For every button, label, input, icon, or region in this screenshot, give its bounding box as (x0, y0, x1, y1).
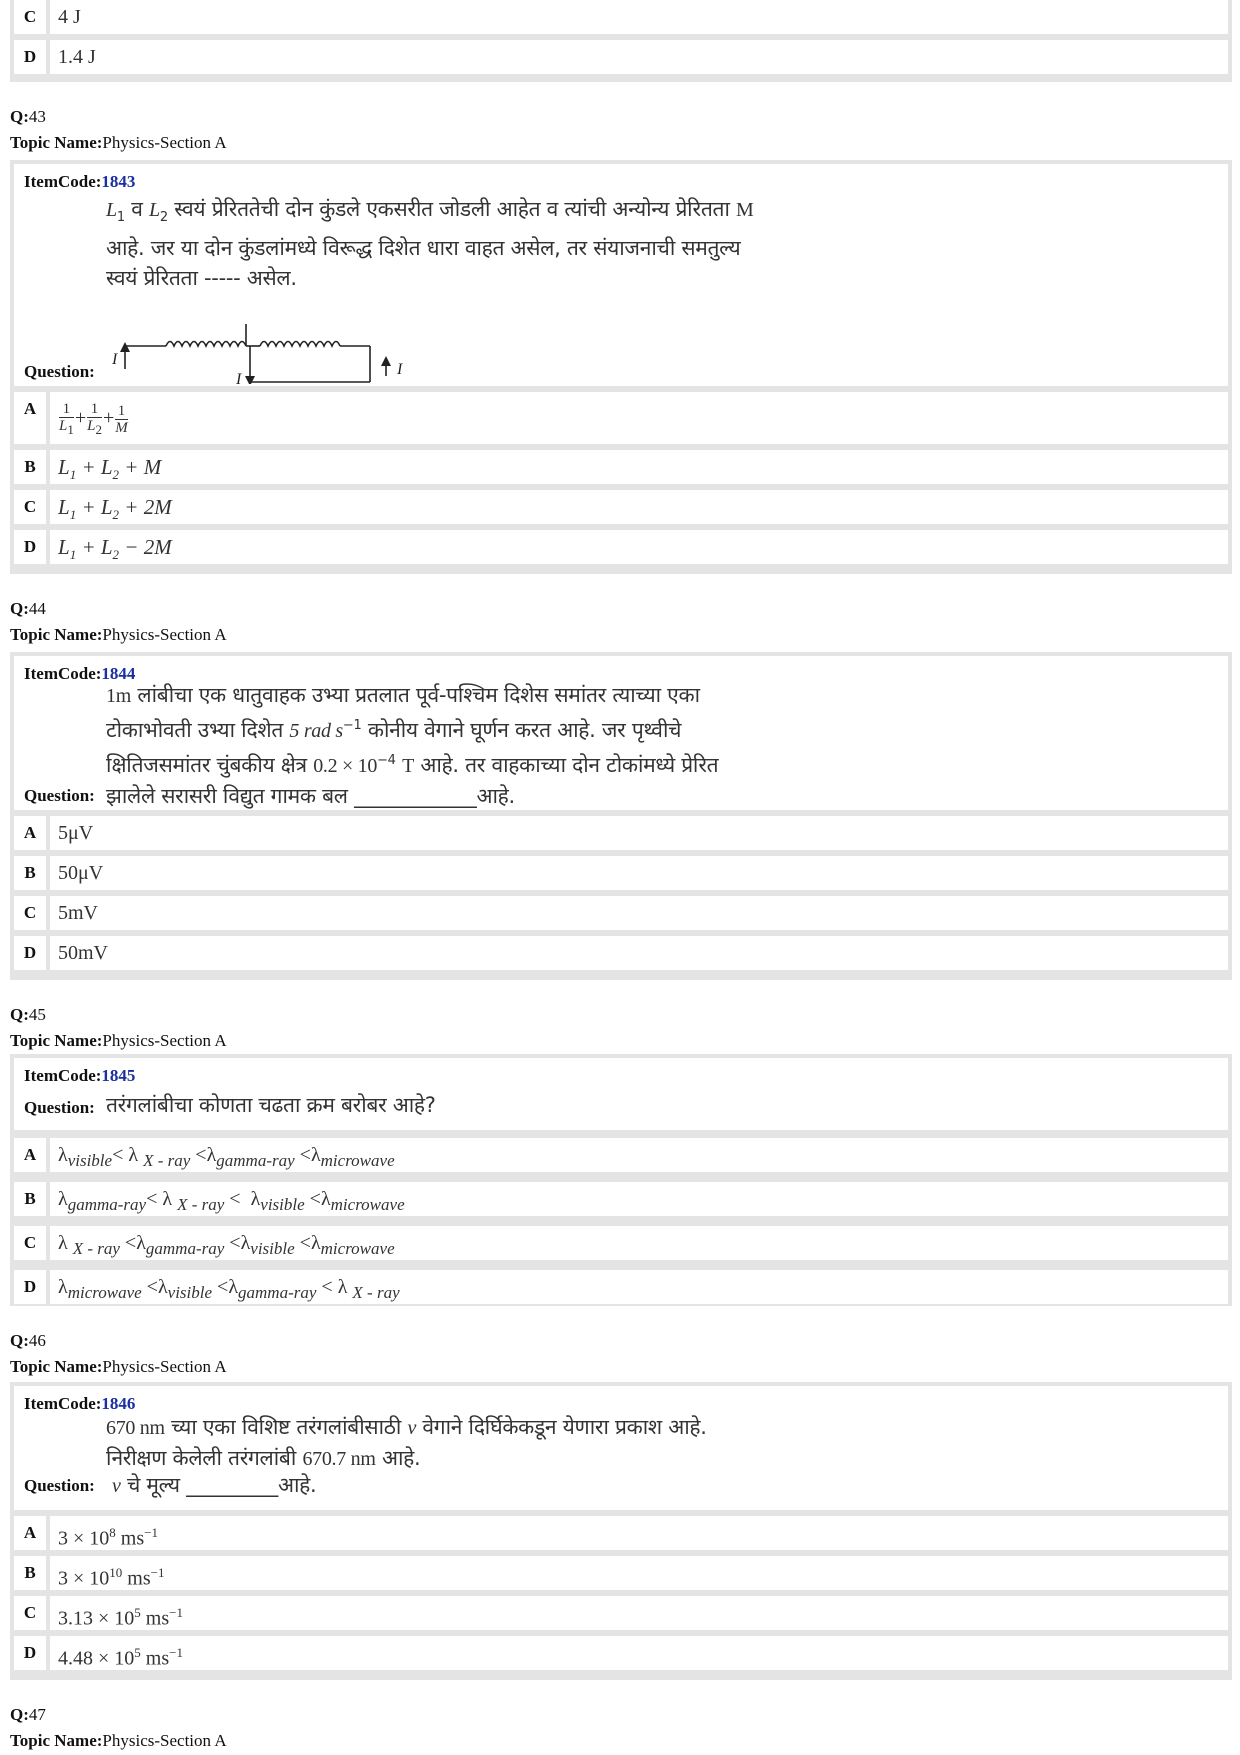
topic-name-46: Topic Name:Physics-Section A (10, 1357, 227, 1376)
option-label: D (14, 1270, 46, 1304)
option-row[interactable] (14, 40, 1228, 74)
question-number-43: Q:43 (10, 107, 46, 126)
option-label: C (14, 896, 46, 930)
topic-name-45: Topic Name:Physics-Section A (10, 1031, 227, 1050)
question-body (14, 1058, 1228, 1130)
question-panel-43 (10, 160, 1232, 574)
option-value: $\lambda_{microwave} <\lambda_{visible} <\lambda_{gamma-ray} < \lambda$ $_{X - ray}$ (50, 1270, 1228, 1304)
question-panel-45 (10, 1054, 1232, 1306)
coil-circuit-diagram (110, 304, 430, 384)
option-row[interactable] (14, 1596, 1228, 1630)
option-label: D (14, 936, 46, 970)
option-label: C (14, 1226, 46, 1260)
question-text: 670 nm च्या एका विशिष्ट तरंगलांबीसाठी v वेगाने दिर्घिकेकडून येणारा प्रकाश आहे. निरीक्षण केलेली तरंगलांबी 670.7 nm आहे. (106, 1415, 707, 1470)
option-value: $L_1 + L_2 + M$ (50, 450, 1228, 484)
option-label: D (14, 530, 46, 564)
topic-name-47: Topic Name:Physics-Section A (10, 1731, 227, 1750)
option-label: A (14, 816, 46, 850)
option-row[interactable] (14, 856, 1228, 890)
question-label: Question: (24, 1476, 95, 1495)
option-label: B (14, 1182, 46, 1216)
question-body (14, 656, 1228, 810)
option-label: D (14, 1636, 46, 1670)
question-text: $L_1$ व $L_2$ स्वयं प्रेरिततेची दोन कुंडले एकसरीत जोडली आहेत व त्यांची अन्योन्य प्रेरितता M आहे. जर या दोन कुंडलांमध्ये विरूद्ध दिशेत धारा वाहत असेल, तर संयाजनाची समतुल्य स्वयं प्रेरितता ----- असेल. (106, 197, 754, 291)
question-number-47: Q:47 (10, 1705, 46, 1724)
current-label: I (112, 351, 118, 368)
option-row[interactable] (14, 1226, 1228, 1260)
option-value: 1.4 J (50, 40, 1228, 74)
option-value: 50mV (50, 936, 1228, 970)
option-label: A (14, 1138, 46, 1172)
question-body (14, 1386, 1228, 1510)
option-value: $\frac{1}{L_1}$ + $\frac{1}{L_2}$ + $\frac{1}{M}$ (50, 392, 1228, 444)
question-number-45: Q:45 (10, 1005, 46, 1024)
option-row[interactable] (14, 0, 1228, 34)
topic-name-43: Topic Name:Physics-Section A (10, 133, 227, 152)
question-label: Question: (24, 1098, 95, 1117)
option-label: B (14, 1556, 46, 1590)
question-number-46: Q:46 (10, 1331, 46, 1350)
option-label: C (14, 0, 46, 34)
item-code: ItemCode:1846 (24, 1394, 136, 1413)
prev-question-panel (10, 0, 1232, 82)
question-label: Question: (24, 362, 95, 381)
option-label: C (14, 1596, 46, 1630)
option-row[interactable] (14, 1636, 1228, 1670)
option-value: λ $_{X - ray} <\lambda_{gamma-ray} <\lambda_{visible} <\lambda_{microwave}$ (50, 1226, 1228, 1260)
option-value: $3 \times 10^8$ $ms^{-1}$ (50, 1516, 1228, 1550)
question-body (14, 164, 1228, 386)
option-row[interactable] (14, 1182, 1228, 1216)
option-label: B (14, 450, 46, 484)
question-number-44: Q:44 (10, 599, 46, 618)
option-row[interactable] (14, 490, 1228, 524)
question-text: 1m लांबीचा एक धातुवाहक उभ्या प्रतलात पूर्व-पश्चिम दिशेस समांतर त्याच्या एका टोकाभोवती उभ्या दिशेत 5 rad $s^{-1}$ कोनीय वेगाने घूर्णन करत आहे. जर पृथ्वीचे क्षितिजसमांतर चुंबकीय क्षेत्र $0.2 \times 10^{-4}$ T आहे. तर वाहकाच्या दोन टोकांमध्ये प्रेरित झालेले सरासरी विद्युत गामक बल ____________आहे. (106, 683, 719, 808)
option-value: $3.13 \times 10^5$ $ms^{-1}$ (50, 1596, 1228, 1630)
question-label: Question: (24, 786, 95, 805)
option-row[interactable] (14, 1516, 1228, 1550)
option-label: A (14, 392, 46, 444)
option-row[interactable] (14, 896, 1228, 930)
option-value: $3 \times 10^{10}$ $ms^{-1}$ (50, 1556, 1228, 1590)
option-value: 5mV (50, 896, 1228, 930)
option-value: $4.48 \times 10^5$ $ms^{-1}$ (50, 1636, 1228, 1670)
option-row[interactable] (14, 392, 1228, 444)
current-label: I (236, 371, 242, 384)
option-row[interactable] (14, 530, 1228, 564)
option-label: C (14, 490, 46, 524)
option-label: A (14, 1516, 46, 1550)
option-value: $\lambda_{visible}< \lambda$ $_{X - ray} <\lambda_{gamma-ray} <\lambda_{microwave}$ (50, 1138, 1228, 1172)
option-row[interactable] (14, 1270, 1228, 1304)
option-label: B (14, 856, 46, 890)
item-code: ItemCode:1845 (24, 1066, 136, 1085)
option-value: 4 J (50, 0, 1228, 34)
topic-name-44: Topic Name:Physics-Section A (10, 625, 227, 644)
option-row[interactable] (14, 816, 1228, 850)
question-panel-44 (10, 652, 1232, 980)
option-label: D (14, 40, 46, 74)
option-row[interactable] (14, 1556, 1228, 1590)
option-value: $L_1 + L_2 + 2M$ (50, 490, 1228, 524)
option-row[interactable] (14, 936, 1228, 970)
question-panel-46 (10, 1382, 1232, 1680)
option-row[interactable] (14, 450, 1228, 484)
question-text-line: v चे मूल्य _________आहे. (112, 1473, 317, 1497)
item-code: ItemCode:1844 (24, 664, 136, 683)
item-code: ItemCode:1843 (24, 172, 136, 191)
option-value: $\lambda_{gamma-ray}< \lambda$ $_{X - ray} < \lambda_{visible} <\lambda_{microwave}$ (50, 1182, 1228, 1216)
question-text: तरंगलांबीचा कोणता चढता क्रम बरोबर आहे? (106, 1093, 436, 1117)
option-value: 5μV (50, 816, 1228, 850)
option-value: 50μV (50, 856, 1228, 890)
current-label: I (397, 361, 403, 378)
option-row[interactable] (14, 1138, 1228, 1172)
option-value: $L_1 + L_2 - 2M$ (50, 530, 1228, 564)
